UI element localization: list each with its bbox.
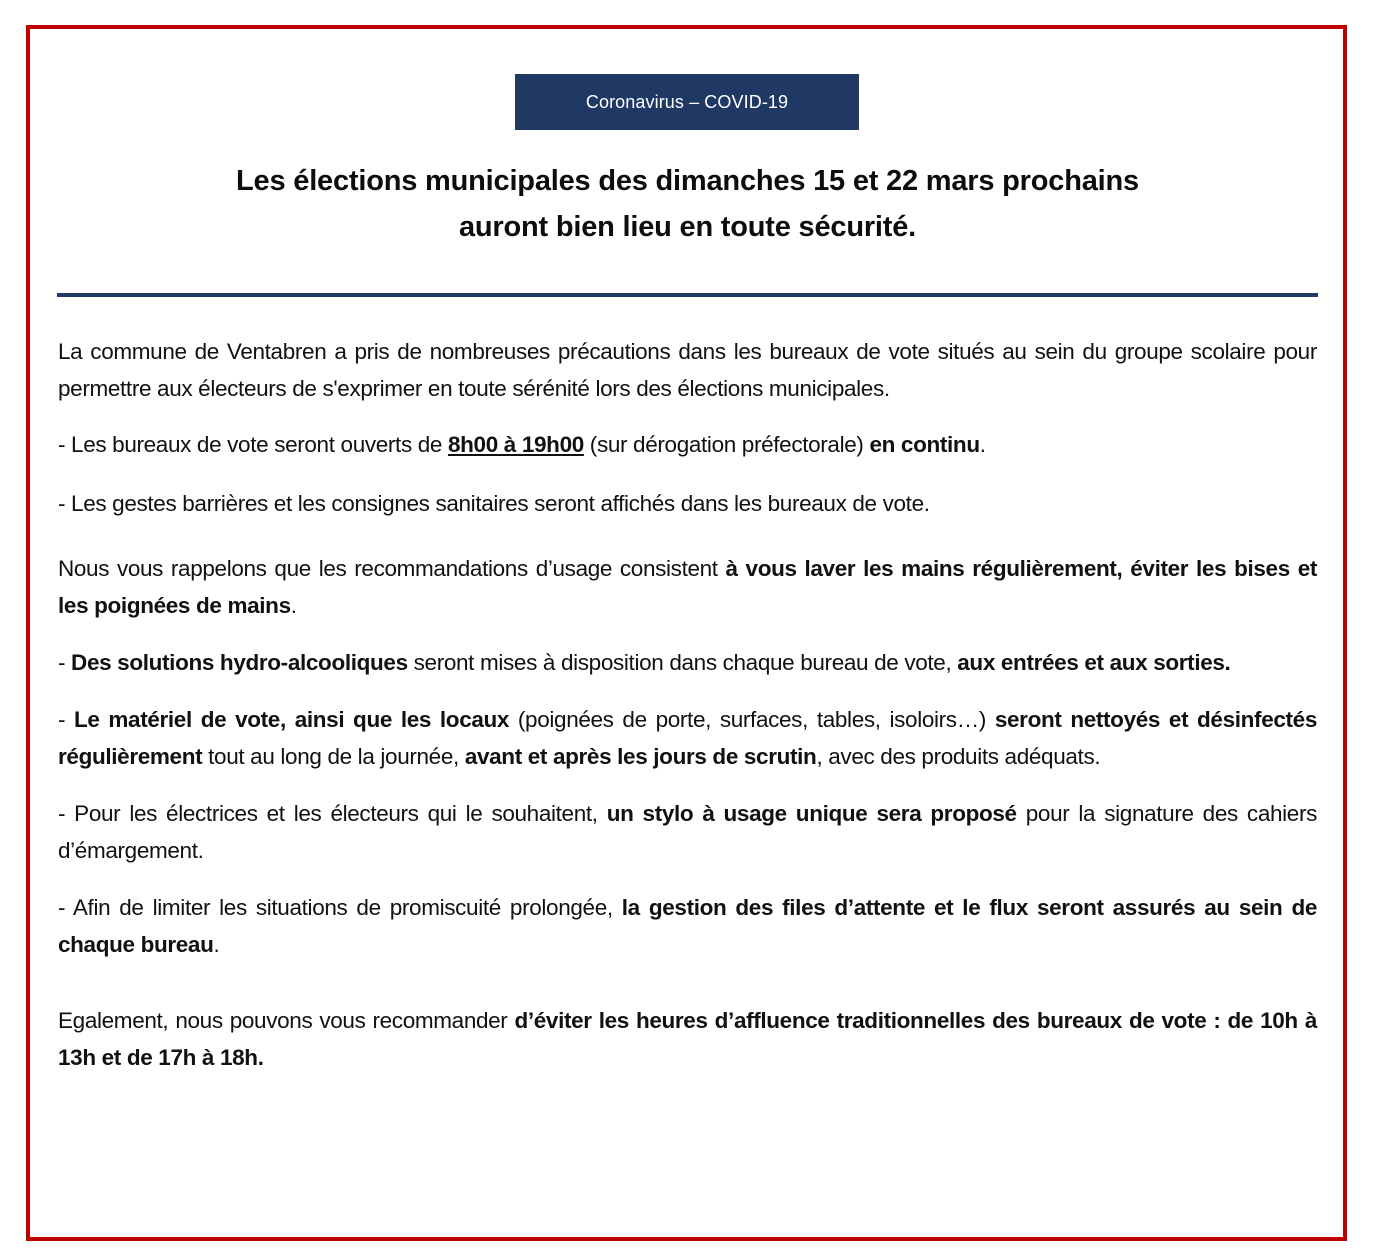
paragraph-affluence: [58, 1002, 1317, 1076]
text: - Les bureaux de vote seront ouverts de: [58, 432, 448, 457]
text: - Pour les électrices et les électeurs qui le souhaitent,: [58, 801, 607, 826]
text: pour la signature des cahiers d’émargement.: [58, 801, 1318, 863]
badge-label: Coronavirus – COVID-19: [585, 91, 789, 112]
text: (sur dérogation préfectorale): [583, 432, 870, 457]
bold-text: en continu: [869, 432, 980, 457]
paragraph-files: [58, 889, 1317, 963]
bold-text: d’éviter les heures d’affluence traditionnelles des bureaux de vote : de 10h à 13h et de 17h à 18h.: [58, 1008, 1317, 1070]
bold-text: à vous laver les mains régulièrement, éviter les bises et les poignées de mains: [58, 556, 1317, 618]
text: .: [213, 932, 220, 957]
text: , avec des produits adéquats.: [816, 744, 1101, 769]
text: tout au long de la journée,: [202, 744, 465, 769]
paragraph-solutions: [58, 644, 1317, 681]
bold-text: avant et après les jours de scrutin: [464, 744, 817, 769]
text: seront mises à disposition dans chaque bureau de vote,: [407, 650, 958, 675]
text: .: [290, 593, 297, 618]
text: .: [979, 432, 986, 457]
covid-badge: [515, 74, 859, 130]
bold-text: la gestion des files d’attente et le flux seront assurés au sein de chaque bureau: [58, 895, 1317, 957]
title-line-1: Les élections municipales des dimanches 15 et 22 mars prochains: [236, 165, 1139, 197]
paragraph-hours: [58, 426, 1317, 463]
notice-body: [58, 333, 1317, 1076]
paragraph-materiel: [58, 701, 1317, 775]
paragraph-reminder: [58, 550, 1317, 624]
text: Nous vous rappelons que les recommandations d’usage consistent: [58, 556, 726, 581]
title-line-2: auront bien lieu en toute sécurité.: [458, 211, 917, 243]
opening-hours: 8h00 à 19h00: [448, 432, 584, 457]
bold-text: aux entrées et aux sorties.: [957, 650, 1231, 675]
bold-text: Le matériel de vote, ainsi que les locaux: [73, 707, 510, 732]
bold-text: seront nettoyés et désinfectés régulièrement: [58, 707, 1317, 769]
paragraph-intro: La commune de Ventabren a pris de nombreuses précautions dans les bureaux de vote situés au sein du groupe scolaire pour permettre aux électeurs de s'exprimer en toute sérénité lors des élections municipales.: [58, 339, 1317, 401]
paragraph-stylo: [58, 795, 1317, 869]
text: -: [58, 707, 74, 732]
divider-rule: [57, 293, 1318, 297]
text: (poignées de porte, surfaces, tables, isoloirs…): [509, 707, 995, 732]
text: Egalement, nous pouvons vous recommander: [58, 1008, 515, 1033]
text: - Afin de limiter les situations de promiscuité prolongée,: [58, 895, 622, 920]
paragraph-barriers: - Les gestes barrières et les consignes sanitaires seront affichés dans les bureaux de vote.: [58, 491, 930, 516]
page-title: [60, 158, 1315, 250]
bold-text: Des solutions hydro-alcooliques: [71, 650, 408, 675]
bold-text: un stylo à usage unique sera proposé: [606, 801, 1017, 826]
text: -: [58, 650, 72, 675]
